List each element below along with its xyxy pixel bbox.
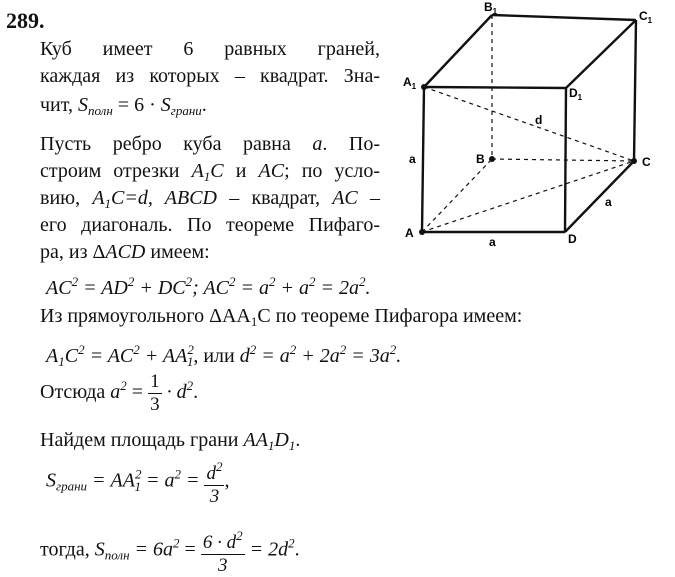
diagonal-a1-c bbox=[424, 87, 634, 161]
label-d: D bbox=[568, 232, 577, 246]
edge-d-c bbox=[565, 161, 634, 232]
edge-d1-c1 bbox=[566, 20, 636, 88]
label-b: B bbox=[476, 152, 485, 166]
vertex-a bbox=[419, 229, 425, 235]
label-a: A bbox=[405, 226, 414, 240]
p2-line1: Пусть ребро куба равна a. По- bbox=[40, 133, 381, 155]
vertex-b bbox=[489, 156, 495, 162]
label-a1: A bbox=[403, 75, 412, 89]
p2-line4: его диагональ. По теореме Пифаго- bbox=[40, 214, 380, 236]
vertex-a1 bbox=[421, 84, 427, 90]
label-c1: C bbox=[639, 9, 648, 23]
label-d-diagonal: d bbox=[535, 113, 543, 127]
edge-c1-c bbox=[634, 20, 636, 161]
edge-b1-c1 bbox=[492, 15, 636, 20]
edge-a1-b1 bbox=[424, 15, 492, 87]
edge-b-c bbox=[492, 159, 634, 161]
label-a-right: a bbox=[605, 195, 612, 209]
fraction-one-third: $\frac{1}{3}$ bbox=[150, 371, 160, 415]
p2-line3: вию, $A_1C=d$, ABCD – квадрат, AC – bbox=[40, 187, 381, 211]
fraction-d2-over-3: $\frac{d^2}{3}$ bbox=[204, 456, 224, 508]
label-b1: B bbox=[484, 0, 493, 14]
fraction-6d2-over-3: $\frac{6 \cdot d^2}{3}$ bbox=[201, 525, 245, 577]
p2-line5: ра, из ΔACD имеем: bbox=[40, 241, 210, 263]
edge-a-b bbox=[422, 159, 492, 232]
diagonal-a-c bbox=[422, 161, 634, 232]
p1-line2: каждая из которых – квадрат. Зна- bbox=[40, 65, 380, 87]
p4-text: Найдем площадь грани $AA_1D_1$. bbox=[40, 429, 301, 453]
p1-line3: чит, $S_{полн} = 6 \cdot S_{грани}$. bbox=[40, 94, 207, 118]
svg-text:D1: D1 bbox=[569, 86, 583, 102]
svg-text:A1: A1 bbox=[403, 75, 417, 91]
p1-line1: Куб имеет 6 равных граней, bbox=[40, 38, 380, 60]
p2-line2: строим отрезки $A_1C$ и AC; по усло- bbox=[40, 160, 381, 184]
equation-1: $AC^2 = AD^2 + DC^2$; $AC^2 = a^2 + a^2 = 2a^2$. bbox=[46, 274, 371, 299]
equation-3: Отсюда $a^2$ = $\frac{1}{3}$ · $d^2$. bbox=[40, 371, 199, 415]
vertex-c bbox=[631, 158, 637, 164]
label-c: C bbox=[642, 155, 651, 169]
edge-a1-d1 bbox=[424, 87, 566, 88]
label-a-left: a bbox=[409, 152, 416, 166]
edge-a-a1 bbox=[422, 87, 424, 232]
svg-text:C1: C1 bbox=[639, 9, 653, 25]
p3-text: Из прямоугольного $\Delta AA_1C$ по теореме Пифагора имеем: bbox=[40, 305, 523, 329]
equation-5: тогда, $S_{полн} = 6a^2$ = $\frac{6 \cdot d^2}{3}$ = $2d^2$. bbox=[40, 525, 300, 577]
problem-number: 289. bbox=[6, 8, 45, 33]
label-d1: D bbox=[569, 86, 578, 100]
equation-4: $S_{грани} = AA^2_1 = a^2$ = $\frac{d^2}{3}$ , bbox=[46, 456, 229, 508]
svg-text:B1: B1 bbox=[484, 0, 498, 16]
equation-2: $A_1C^2 = AC^2 + AA^2_1$, или $d^2 = a^2 + 2a^2 = 3a^2$. bbox=[46, 342, 402, 369]
label-a-bottom: a bbox=[489, 235, 496, 249]
